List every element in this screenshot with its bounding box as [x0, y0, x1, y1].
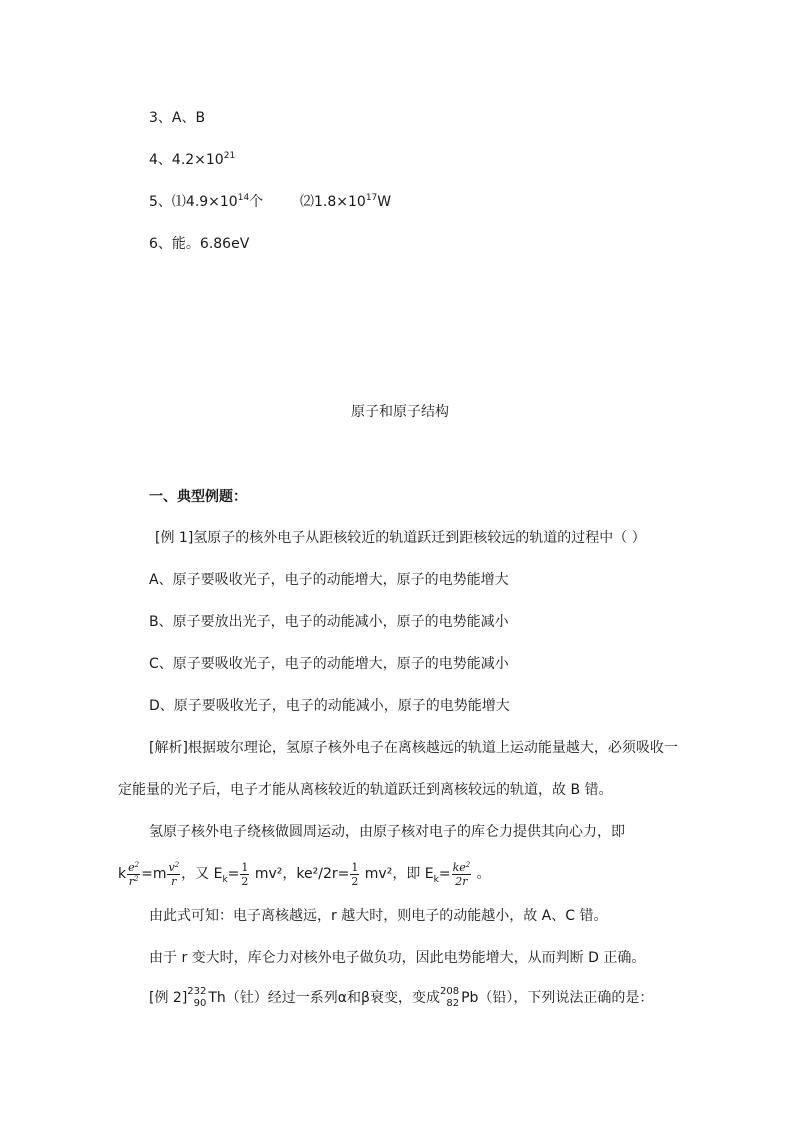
answer-5b-exponent: 17 [365, 193, 378, 203]
fraction-half-1-denominator: 2 [241, 874, 249, 888]
answer-5b-unit: W [377, 194, 392, 210]
fraction-ke2-over-2r [452, 861, 472, 888]
formula-text-b: = [227, 866, 240, 882]
fraction-v2-numerator-exp: 2 [174, 860, 180, 869]
formula-sub-k1: k [222, 874, 228, 885]
analysis-line-3 [149, 822, 625, 842]
answer-6 [149, 234, 249, 254]
analysis-line-2 [118, 780, 613, 800]
analysis-line-4-text: 由此式可知：电子离核越远，r 越大时，则电子的动能越小，故 A、C 错。 [149, 908, 608, 924]
analysis-line-1 [149, 738, 678, 758]
fraction-e2-numerator: e [128, 860, 135, 874]
analysis-line-5-text: 由于 r 变大时，库仑力对核外电子做负功，因此电势能增大，从而判断 D 正确。 [149, 950, 646, 966]
example1-question [155, 528, 646, 548]
fraction-e2-numerator-exp: 2 [134, 860, 140, 869]
formula-sub-k2: k [433, 874, 439, 885]
analysis-line-5 [149, 948, 645, 968]
fraction-half-1 [240, 861, 249, 888]
fraction-ke2-numerator-exp: 2 [465, 860, 471, 869]
option-b [149, 612, 509, 632]
nuclide-pb-mass: 208 [439, 986, 460, 997]
section-heading-text: 一、典型例题： [149, 489, 247, 505]
answer-4-exponent: 21 [223, 151, 236, 161]
option-d [149, 696, 510, 716]
nuclide-th-atomic-number: 90 [193, 998, 207, 1009]
fraction-half-2 [350, 861, 359, 888]
formula-eq-m: =m [141, 866, 167, 882]
formula-text-a: ，又 E [181, 866, 223, 882]
answer-6-text: 6、能。6.86eV [149, 236, 250, 252]
example1-question-text: [例 1]氢原子的核外电子从距核较近的轨道跃迁到距核较远的轨道的过程中（ ） [155, 530, 646, 546]
fraction-half-1-numerator: 1 [241, 860, 249, 874]
answer-5b [300, 192, 391, 212]
example2-middle: Th（钍）经过一系列α和β衰变，变成 [208, 990, 440, 1006]
fraction-r-denominator: r [171, 874, 177, 888]
fraction-v2-over-r [167, 861, 180, 888]
option-c-text: C、原子要吸收光子，电子的动能增大，原子的电势能减小 [149, 656, 509, 672]
option-c [149, 654, 509, 674]
option-d-text: D、原子要吸收光子，电子的动能减小，原子的电势能增大 [149, 698, 510, 714]
fraction-half-2-denominator: 2 [351, 874, 359, 888]
formula-text-c: mv²，ke²/2r= [250, 866, 350, 882]
formula-k: k [118, 866, 127, 882]
analysis-line-4 [149, 906, 607, 926]
answer-5a-unit: 个 [249, 194, 264, 210]
page-title-text: 原子和原子结构 [351, 404, 449, 420]
fraction-half-2-numerator: 1 [351, 860, 359, 874]
answer-3 [149, 108, 205, 128]
analysis-line-3-text: 氢原子核外电子绕核做圆周运动，由原子核对电子的库仑力提供其向心力，即 [149, 824, 625, 840]
option-a-text: A、原子要吸收光子，电子的动能增大，原子的电势能增大 [149, 572, 509, 588]
answer-5b-text: ⑵1.8×10 [300, 194, 366, 210]
example2-question [149, 981, 653, 1015]
answer-5a-exponent: 14 [237, 193, 250, 203]
analysis-line-2-text: 定能量的光子后，电子才能从离核较近的轨道跃迁到离核较远的轨道，故 B 错。 [118, 782, 613, 798]
fraction-e2-over-r2 [127, 861, 140, 888]
example2-suffix: Pb（铅），下列说法正确的是： [461, 990, 654, 1006]
nuclide-pb-atomic-number: 82 [446, 998, 460, 1009]
formula-text-f: 。 [472, 866, 491, 882]
fraction-v2-numerator: v [168, 860, 175, 874]
answer-4-text: 4、4.2×10 [149, 152, 224, 168]
fraction-r2-denominator: r [128, 874, 134, 888]
option-b-text: B、原子要放出光子，电子的动能减小，原子的电势能减小 [149, 614, 509, 630]
answer-3-text: 3、A、B [149, 110, 206, 126]
page-title [0, 402, 800, 422]
fraction-ke2-numerator: ke [452, 860, 466, 874]
nuclide-pb [440, 986, 459, 1010]
nuclide-th-mass: 232 [187, 986, 207, 997]
formula-text-d: mv²，即 E [360, 866, 434, 882]
fraction-r2-denominator-exp: 2 [134, 874, 139, 883]
section-heading [149, 487, 247, 507]
example2-prefix: [例 2] [149, 990, 188, 1006]
answer-5 [149, 192, 263, 212]
option-a [149, 570, 509, 590]
analysis-line-1-text: [解析]根据玻尔理论，氢原子核外电子在离核越远的轨道上运动能量越大，必须吸收一 [149, 740, 678, 756]
answer-4 [149, 150, 235, 170]
fraction-2r-denominator: 2r [455, 874, 468, 888]
answer-5a-text: 5、⑴4.9×10 [149, 194, 238, 210]
formula-text-e: = [438, 866, 451, 882]
nuclide-th [187, 986, 206, 1010]
formula-line [118, 857, 491, 897]
